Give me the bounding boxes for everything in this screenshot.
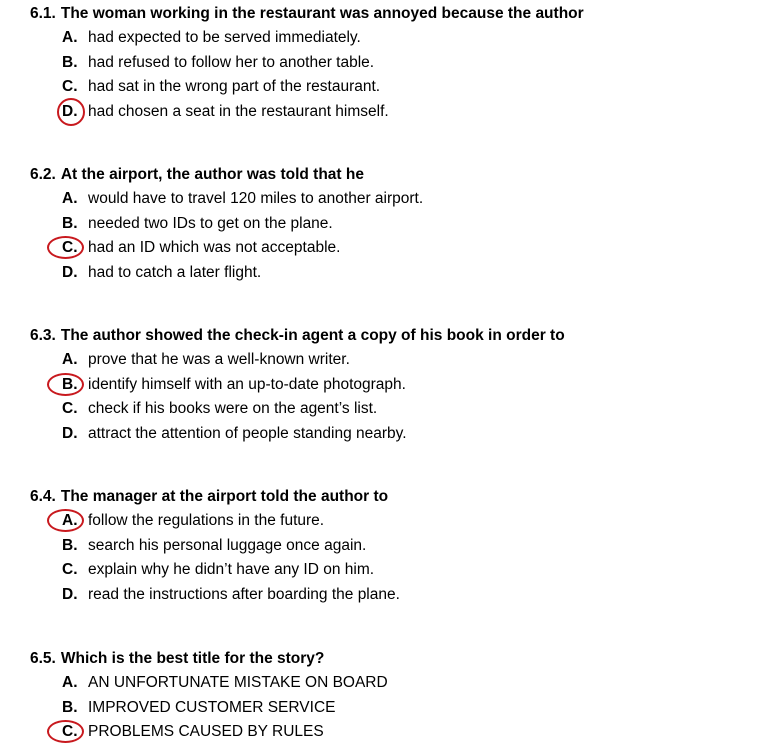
option-text: follow the regulations in the future.	[88, 512, 325, 529]
question-title	[30, 650, 750, 668]
question-prompt: The author showed the check-in agent a copy of his book in order to	[60, 327, 565, 344]
option-text: had to catch a later flight.	[88, 263, 262, 281]
option-b[interactable]	[30, 54, 750, 79]
option-a[interactable]	[30, 351, 750, 376]
option-d[interactable]	[30, 264, 750, 289]
option-letter: D.	[62, 102, 78, 120]
option-text: IMPROVED CUSTOMER SERVICE	[88, 698, 336, 716]
question-6-5	[30, 650, 750, 748]
option-letter: A.	[62, 351, 78, 368]
option-b[interactable]	[30, 537, 750, 562]
option-letter: C.	[62, 723, 78, 740]
option-letter: A.	[62, 674, 78, 691]
option-letter: B.	[62, 53, 78, 71]
option-b[interactable]	[30, 215, 750, 240]
option-text: had chosen a seat in the restaurant himself.	[88, 102, 389, 120]
option-letter: C.	[62, 78, 78, 95]
option-a[interactable]	[30, 29, 750, 54]
option-a[interactable]	[30, 674, 750, 699]
option-letter: A.	[62, 29, 78, 46]
option-letter: C.	[62, 400, 78, 417]
option-c[interactable]	[30, 723, 750, 748]
question-6-3	[30, 327, 750, 449]
option-text: explain why he didn’t have any ID on him.	[88, 561, 375, 578]
question-prompt: The manager at the airport told the author to	[60, 488, 389, 505]
option-text: prove that he was a well-known writer.	[88, 351, 350, 368]
option-text: identify himself with an up-to-date photograph.	[88, 375, 406, 393]
question-number: 6.2.	[30, 166, 56, 183]
option-c[interactable]	[30, 561, 750, 586]
question-prompt: At the airport, the author was told that he	[60, 166, 364, 183]
option-letter: B.	[62, 536, 78, 554]
question-prompt: Which is the best title for the story?	[60, 650, 325, 667]
option-text: AN UNFORTUNATE MISTAKE ON BOARD	[88, 674, 388, 691]
option-d[interactable]	[30, 103, 750, 128]
option-letter: B.	[62, 698, 78, 716]
option-d[interactable]	[30, 425, 750, 450]
option-letter: B.	[62, 375, 78, 393]
option-letter: C.	[62, 561, 78, 578]
option-text: had refused to follow her to another table.	[88, 53, 375, 71]
option-text: had expected to be served immediately.	[88, 29, 361, 46]
option-letter: C.	[62, 239, 78, 256]
option-a[interactable]	[30, 512, 750, 537]
option-text: had sat in the wrong part of the restaurant.	[88, 78, 381, 95]
question-title	[30, 488, 750, 506]
option-text: read the instructions after boarding the plane.	[88, 585, 400, 603]
question-title	[30, 5, 750, 23]
question-6-4	[30, 488, 750, 610]
option-letter: B.	[62, 214, 78, 232]
option-b[interactable]	[30, 376, 750, 401]
question-title	[30, 327, 750, 345]
question-number: 6.1.	[30, 5, 56, 22]
option-letter: A.	[62, 190, 78, 207]
question-6-1	[30, 5, 750, 127]
option-letter: D.	[62, 424, 78, 442]
option-letter: D.	[62, 263, 78, 281]
question-title	[30, 166, 750, 184]
question-number: 6.5.	[30, 650, 56, 667]
option-letter: D.	[62, 585, 78, 603]
option-letter: A.	[62, 512, 78, 529]
option-text: needed two IDs to get on the plane.	[88, 214, 333, 232]
option-text: would have to travel 120 miles to another airport.	[88, 190, 424, 207]
option-c[interactable]	[30, 78, 750, 103]
question-6-2	[30, 166, 750, 288]
option-text: search his personal luggage once again.	[88, 536, 367, 554]
question-number: 6.3.	[30, 327, 56, 344]
question-number: 6.4.	[30, 488, 56, 505]
option-text: had an ID which was not acceptable.	[88, 239, 341, 256]
option-b[interactable]	[30, 699, 750, 724]
option-text: PROBLEMS CAUSED BY RULES	[88, 723, 324, 740]
option-c[interactable]	[30, 400, 750, 425]
question-prompt: The woman working in the restaurant was annoyed because the author	[60, 5, 584, 22]
option-text: check if his books were on the agent’s list.	[88, 400, 378, 417]
option-text: attract the attention of people standing nearby.	[88, 424, 407, 442]
option-c[interactable]	[30, 239, 750, 264]
option-d[interactable]	[30, 586, 750, 611]
option-a[interactable]	[30, 190, 750, 215]
